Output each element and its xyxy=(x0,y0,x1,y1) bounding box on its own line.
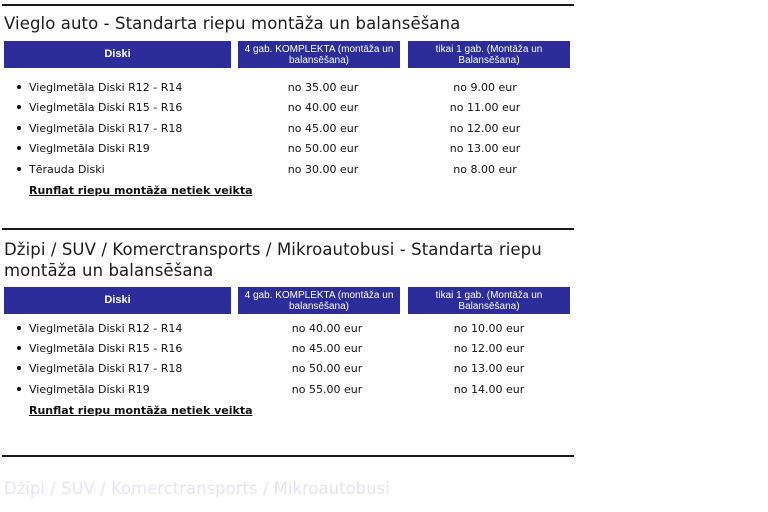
disk-type: Vieglmetāla Diski R12 - R14 xyxy=(29,81,183,94)
disk-type: Vieglmetāla Diski R17 - R18 xyxy=(29,122,183,135)
runflat-note-link[interactable]: Runflat riepu montāža netiek veikta xyxy=(29,404,253,417)
section1-header-set-price: 4 gab. KOMPLEKTA (montāža un balansēšana) xyxy=(238,41,400,68)
table-row xyxy=(0,161,580,181)
price-set: no 40.00 eur xyxy=(287,101,359,114)
bullet-icon xyxy=(17,387,21,391)
price-single: no 10.00 eur xyxy=(453,322,525,335)
price-single: no 12.00 eur xyxy=(449,122,521,135)
table-row xyxy=(0,320,580,340)
disk-type: Vieglmetāla Diski R12 - R14 xyxy=(29,322,183,335)
bullet-icon xyxy=(17,126,21,130)
table-row xyxy=(0,340,580,360)
table-row xyxy=(0,120,580,140)
price-single: no 12.00 eur xyxy=(453,342,525,355)
section2-header-disks: Diski xyxy=(4,287,231,314)
bullet-icon xyxy=(17,326,21,330)
bullet-icon xyxy=(17,167,21,171)
section2-title: Džipi / SUV / Komerctransports / Mikroautobusi - Standarta riepu montāža un balansēšana xyxy=(4,240,542,280)
disk-type: Tērauda Diski xyxy=(29,163,105,176)
price-set: no 45.00 eur xyxy=(287,122,359,135)
section-divider-middle xyxy=(2,228,574,230)
price-set: no 50.00 eur xyxy=(287,142,359,155)
disk-type: Vieglmetāla Diski R15 - R16 xyxy=(29,101,183,114)
price-set: no 55.00 eur xyxy=(291,383,363,396)
price-single: no 13.00 eur xyxy=(453,362,525,375)
bullet-icon xyxy=(17,346,21,350)
price-single: no 8.00 eur xyxy=(453,163,517,176)
price-set: no 30.00 eur xyxy=(287,163,359,176)
section-divider-top xyxy=(2,4,574,6)
bullet-icon xyxy=(17,85,21,89)
bullet-icon xyxy=(17,105,21,109)
section1-header-single-price: tikai 1 gab. (Montāža un Balansēšana) xyxy=(408,41,570,68)
section2-header-single-price: tikai 1 gab. (Montāža un Balansēšana) xyxy=(408,287,570,314)
table-row xyxy=(0,140,580,160)
price-set: no 40.00 eur xyxy=(291,322,363,335)
section3-title-faded: Džipi / SUV / Komerctransports / Mikroautobusi xyxy=(4,479,390,498)
price-single: no 13.00 eur xyxy=(449,142,521,155)
table-row xyxy=(0,360,580,380)
table-row xyxy=(0,381,580,401)
bullet-icon xyxy=(17,366,21,370)
disk-type: Vieglmetāla Diski R19 xyxy=(29,383,150,396)
price-set: no 45.00 eur xyxy=(291,342,363,355)
section-divider-bottom xyxy=(2,455,574,457)
bullet-icon xyxy=(17,146,21,150)
runflat-note-link[interactable]: Runflat riepu montāža netiek veikta xyxy=(29,184,253,197)
price-single: no 11.00 eur xyxy=(449,101,521,114)
table-row xyxy=(0,79,580,99)
section1-header-disks: Diski xyxy=(4,41,231,68)
disk-type: Vieglmetāla Diski R15 - R16 xyxy=(29,342,183,355)
price-single: no 9.00 eur xyxy=(453,81,517,94)
price-single: no 14.00 eur xyxy=(453,383,525,396)
price-set: no 50.00 eur xyxy=(291,362,363,375)
disk-type: Vieglmetāla Diski R17 - R18 xyxy=(29,362,183,375)
price-set: no 35.00 eur xyxy=(287,81,359,94)
table-row xyxy=(0,99,580,119)
section2-header-set-price: 4 gab. KOMPLEKTA (montāža un balansēšana) xyxy=(238,287,400,314)
disk-type: Vieglmetāla Diski R19 xyxy=(29,142,150,155)
section1-title: Vieglo auto - Standarta riepu montāža un balansēšana xyxy=(4,14,461,33)
